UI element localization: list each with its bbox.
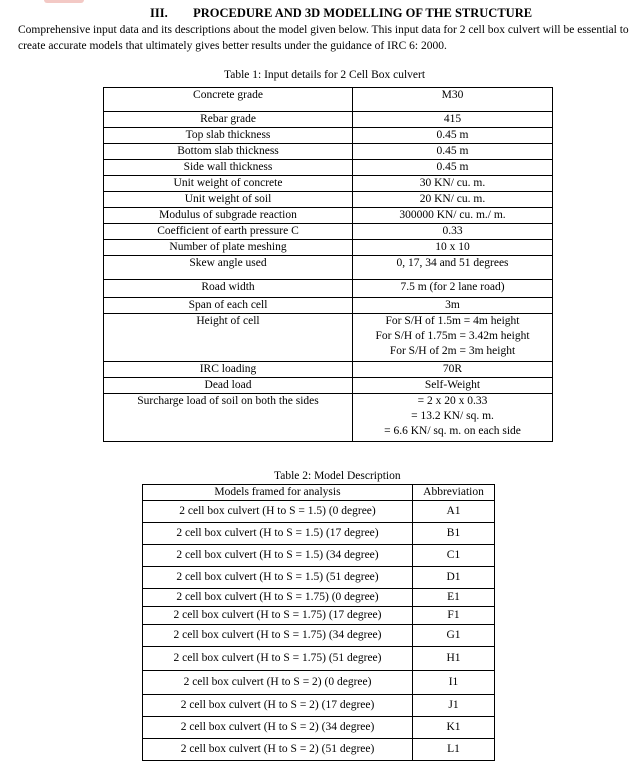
- param-label: IRC loading: [104, 362, 353, 378]
- model-abbreviation: C1: [413, 545, 495, 567]
- table-row: [104, 394, 553, 442]
- table2-caption: Table 2: Model Description: [274, 470, 401, 482]
- table1-caption: Table 1: Input details for 2 Cell Box culvert: [224, 69, 426, 81]
- model-abbreviation: F1: [413, 607, 495, 625]
- model-abbreviation: H1: [413, 647, 495, 671]
- param-label: Span of each cell: [104, 298, 353, 314]
- table-row: [143, 647, 495, 671]
- model-name: 2 cell box culvert (H to S = 1.5) (17 degree): [143, 523, 413, 545]
- param-label: Modulus of subgrade reaction: [104, 208, 353, 224]
- table-row: [143, 545, 495, 567]
- param-value: 3m: [353, 298, 553, 314]
- table-row: [104, 256, 553, 280]
- param-value: 0, 17, 34 and 51 degrees: [353, 256, 553, 280]
- param-value: 30 KN/ cu. m.: [353, 176, 553, 192]
- table-row: [104, 112, 553, 128]
- table-row: [104, 88, 553, 112]
- param-value-line: For S/H of 1.75m = 3.42m height: [375, 330, 530, 342]
- section-heading: [150, 6, 532, 21]
- model-name: 2 cell box culvert (H to S = 1.75) (0 degree): [143, 589, 413, 607]
- table-row: [104, 176, 553, 192]
- param-label: Concrete grade: [104, 88, 353, 112]
- model-abbreviation: B1: [413, 523, 495, 545]
- param-label: Unit weight of concrete: [104, 176, 353, 192]
- table-row: [104, 314, 553, 362]
- param-label: Bottom slab thickness: [104, 144, 353, 160]
- model-name: 2 cell box culvert (H to S = 2) (17 degree): [143, 695, 413, 717]
- param-label: Surcharge load of soil on both the sides: [104, 394, 353, 442]
- param-value: 7.5 m (for 2 lane road): [353, 280, 553, 298]
- param-value-line: For S/H of 2m = 3m height: [389, 345, 516, 357]
- param-label: Dead load: [104, 378, 353, 394]
- table-row: [143, 523, 495, 545]
- table-row: [143, 501, 495, 523]
- param-value: M30: [353, 88, 553, 112]
- param-value: 20 KN/ cu. m.: [353, 192, 553, 208]
- param-label: Coefficient of earth pressure C: [104, 224, 353, 240]
- table-row: [143, 607, 495, 625]
- param-value: 10 x 10: [353, 240, 553, 256]
- param-value: 415: [353, 112, 553, 128]
- table-row: [143, 717, 495, 739]
- table-row: [104, 208, 553, 224]
- input-details-table: [103, 87, 553, 442]
- table-row: [143, 625, 495, 647]
- param-value: 0.45 m: [353, 144, 553, 160]
- section-number: III.: [150, 6, 168, 20]
- table-row: [143, 695, 495, 717]
- table-row: [143, 589, 495, 607]
- param-label: Skew angle used: [104, 256, 353, 280]
- param-label: Top slab thickness: [104, 128, 353, 144]
- model-abbreviation: G1: [413, 625, 495, 647]
- model-name: 2 cell box culvert (H to S = 2) (51 degree): [143, 739, 413, 761]
- param-value-line: For S/H of 1.5m = 4m height: [385, 315, 520, 327]
- table-row: [143, 739, 495, 761]
- model-description-table: [142, 484, 495, 761]
- param-label: Unit weight of soil: [104, 192, 353, 208]
- table-header-row: [143, 485, 495, 501]
- table-row: [104, 280, 553, 298]
- table-row: [104, 378, 553, 394]
- decorative-mark: [44, 0, 84, 3]
- model-abbreviation: D1: [413, 567, 495, 589]
- param-value-line: = 2 x 20 x 0.33: [417, 395, 488, 407]
- table-row: [104, 362, 553, 378]
- table-row: [104, 160, 553, 176]
- intro-paragraph: Comprehensive input data and its descriptions about the model given below. This input data for 2 cell box culvert will be essential to create accurate models that ultimately gives better results under the guidance of IRC 6: 2000.: [18, 24, 629, 52]
- model-name: 2 cell box culvert (H to S = 1.5) (34 degree): [143, 545, 413, 567]
- table-row: [104, 240, 553, 256]
- header-models: Models framed for analysis: [143, 485, 413, 501]
- param-label: Height of cell: [104, 314, 353, 362]
- param-value: 70R: [353, 362, 553, 378]
- model-abbreviation: I1: [413, 671, 495, 695]
- model-abbreviation: K1: [413, 717, 495, 739]
- param-value: Self-Weight: [353, 378, 553, 394]
- param-value: 300000 KN/ cu. m./ m.: [353, 208, 553, 224]
- model-abbreviation: J1: [413, 695, 495, 717]
- param-value-line: = 6.6 KN/ sq. m. on each side: [384, 425, 521, 437]
- table-row: [104, 192, 553, 208]
- param-value: [353, 394, 553, 442]
- param-label: Number of plate meshing: [104, 240, 353, 256]
- model-name: 2 cell box culvert (H to S = 2) (0 degree): [143, 671, 413, 695]
- model-name: 2 cell box culvert (H to S = 1.75) (34 degree): [143, 625, 413, 647]
- table-row: [104, 298, 553, 314]
- param-label: Side wall thickness: [104, 160, 353, 176]
- param-value: 0.33: [353, 224, 553, 240]
- model-abbreviation: A1: [413, 501, 495, 523]
- header-abbreviation: Abbreviation: [413, 485, 495, 501]
- model-name: 2 cell box culvert (H to S = 1.75) (51 degree): [143, 647, 413, 671]
- table-row: [143, 567, 495, 589]
- model-abbreviation: E1: [413, 589, 495, 607]
- model-name: 2 cell box culvert (H to S = 1.75) (17 degree): [143, 607, 413, 625]
- table-row: [104, 128, 553, 144]
- param-value: 0.45 m: [353, 128, 553, 144]
- table-row: [104, 224, 553, 240]
- table-row: [143, 671, 495, 695]
- param-label: Road width: [104, 280, 353, 298]
- model-name: 2 cell box culvert (H to S = 2) (34 degree): [143, 717, 413, 739]
- param-value: 0.45 m: [353, 160, 553, 176]
- model-abbreviation: L1: [413, 739, 495, 761]
- model-name: 2 cell box culvert (H to S = 1.5) (51 degree): [143, 567, 413, 589]
- param-value: [353, 314, 553, 362]
- model-name: 2 cell box culvert (H to S = 1.5) (0 degree): [143, 501, 413, 523]
- section-title: PROCEDURE AND 3D MODELLING OF THE STRUCTURE: [193, 6, 533, 20]
- param-label: Rebar grade: [104, 112, 353, 128]
- table-row: [104, 144, 553, 160]
- param-value-line: = 13.2 KN/ sq. m.: [411, 410, 494, 422]
